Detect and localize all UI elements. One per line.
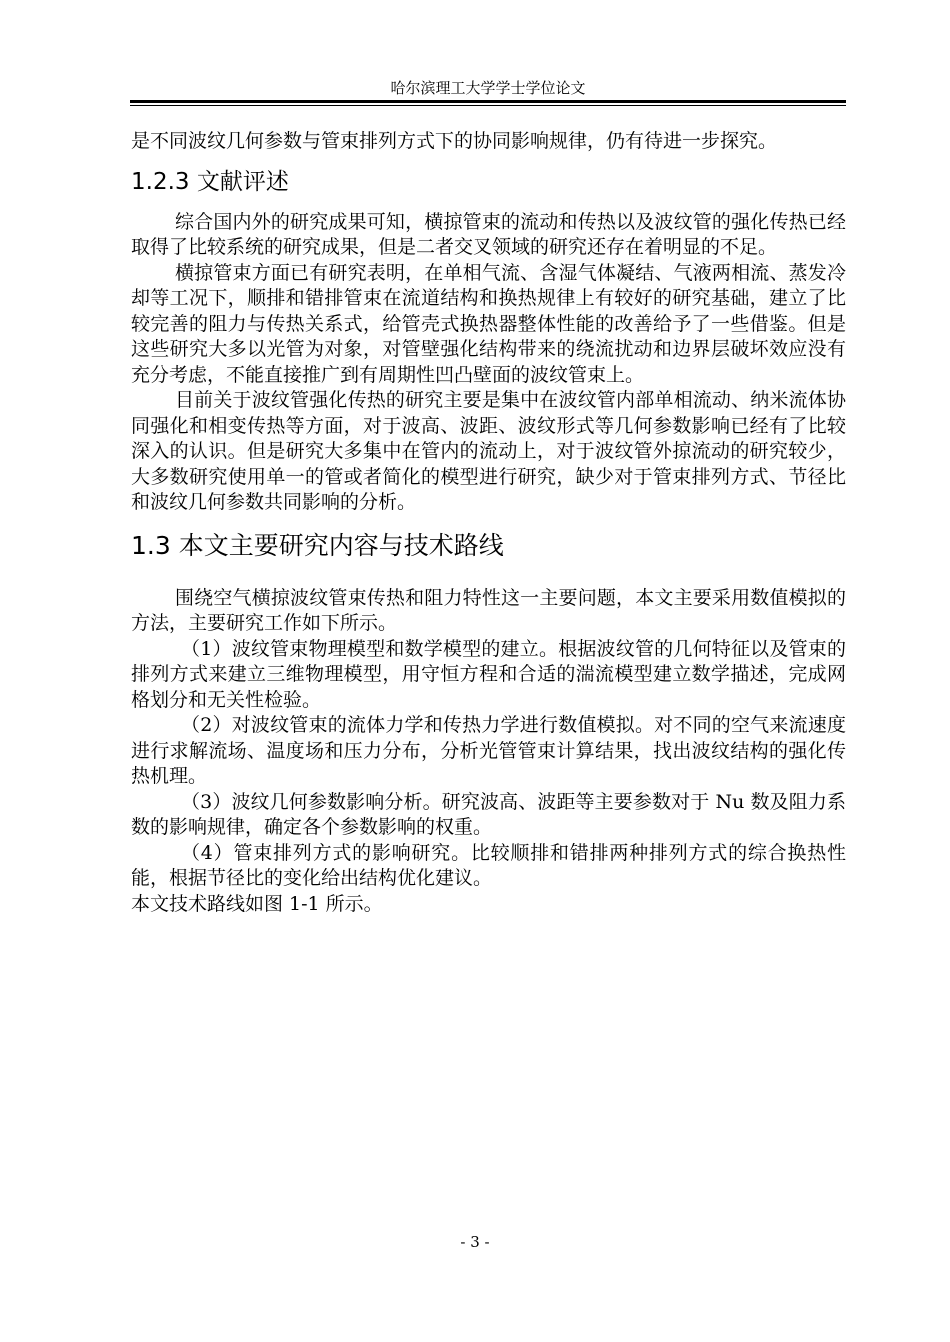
body-paragraph: 围绕空气横掠波纹管束传热和阻力特性这一主要问题，本文主要采用数值模拟的方法，主要研究工作如下所示。: [131, 586, 846, 634]
header-rule-thick: [130, 100, 846, 103]
body-paragraph: 横掠管束方面已有研究表明，在单相气流、含湿气体凝结、气液两相流、蒸发冷却等工况下，顺排和错排管束在流道结构和换热规律上有较好的研究基础，建立了比较完善的阻力与传热关系式，给管壳式换热器整体性能的改善给予了一些借鉴。但是这些研究大多以光管为对象，对管壁强化结构带来的绕流扰动和边界层破坏效应没有充分考虑，不能直接推广到有周期性凹凸壁面的波纹管束上。: [131, 261, 846, 386]
running-header: 哈尔滨理工大学学士学位论文: [390, 79, 586, 97]
page-number: - 3 -: [460, 1233, 490, 1251]
body-paragraph: 目前关于波纹管强化传热的研究主要是集中在波纹管内部单相流动、纳米流体协同强化和相变传热等方面，对于波高、波距、波纹形式等几何参数影响已经有了比较深入的认识。但是研究大多集中在管内的流动上，对于波纹管外掠流动的研究较少，大多数研究使用单一的管或者简化的模型进行研究，缺少对于管束排列方式、节径比和波纹几何参数共同影响的分析。: [131, 389, 846, 513]
body-paragraph: 综合国内外的研究成果可知，横掠管束的流动和传热以及波纹管的强化传热已经取得了比较系统的研究成果，但是二者交叉领域的研究还存在着明显的不足。: [131, 210, 846, 258]
page-body: [131, 129, 846, 917]
list-item: （3）波纹几何参数影响分析。研究波高、波距等主要参数对于 Nu 数及阻力系数的影响规律，确定各个参数影响的权重。: [131, 790, 846, 838]
closing-sentence: 本文技术路线如图 1-1 所示。: [131, 892, 383, 915]
list-item: （2）对波纹管束的流体力学和传热力学进行数值模拟。对不同的空气来流速度进行求解流场、温度场和压力分布，分析光管管束计算结果，找出波纹结构的强化传热机理。: [131, 714, 846, 787]
list-item: （4）管束排列方式的影响研究。比较顺排和错排两种排列方式的综合换热性能，根据节径比的变化给出结构优化建议。: [131, 841, 846, 889]
section-heading-1-3: 1.3 本文主要研究内容与技术路线: [131, 530, 504, 560]
section-heading-1-2-3: 1.2.3 文献评述: [131, 168, 289, 195]
header-rule-thin: [130, 105, 846, 106]
list-item: （1）波纹管束物理模型和数学模型的建立。根据波纹管的几何特征以及管束的排列方式来建立三维物理模型，用守恒方程和合适的湍流模型建立数学描述，完成网格划分和无关性检验。: [131, 637, 846, 711]
continuation-paragraph: 是不同波纹几何参数与管束排列方式下的协同影响规律，仍有待进一步探究。: [131, 130, 778, 152]
